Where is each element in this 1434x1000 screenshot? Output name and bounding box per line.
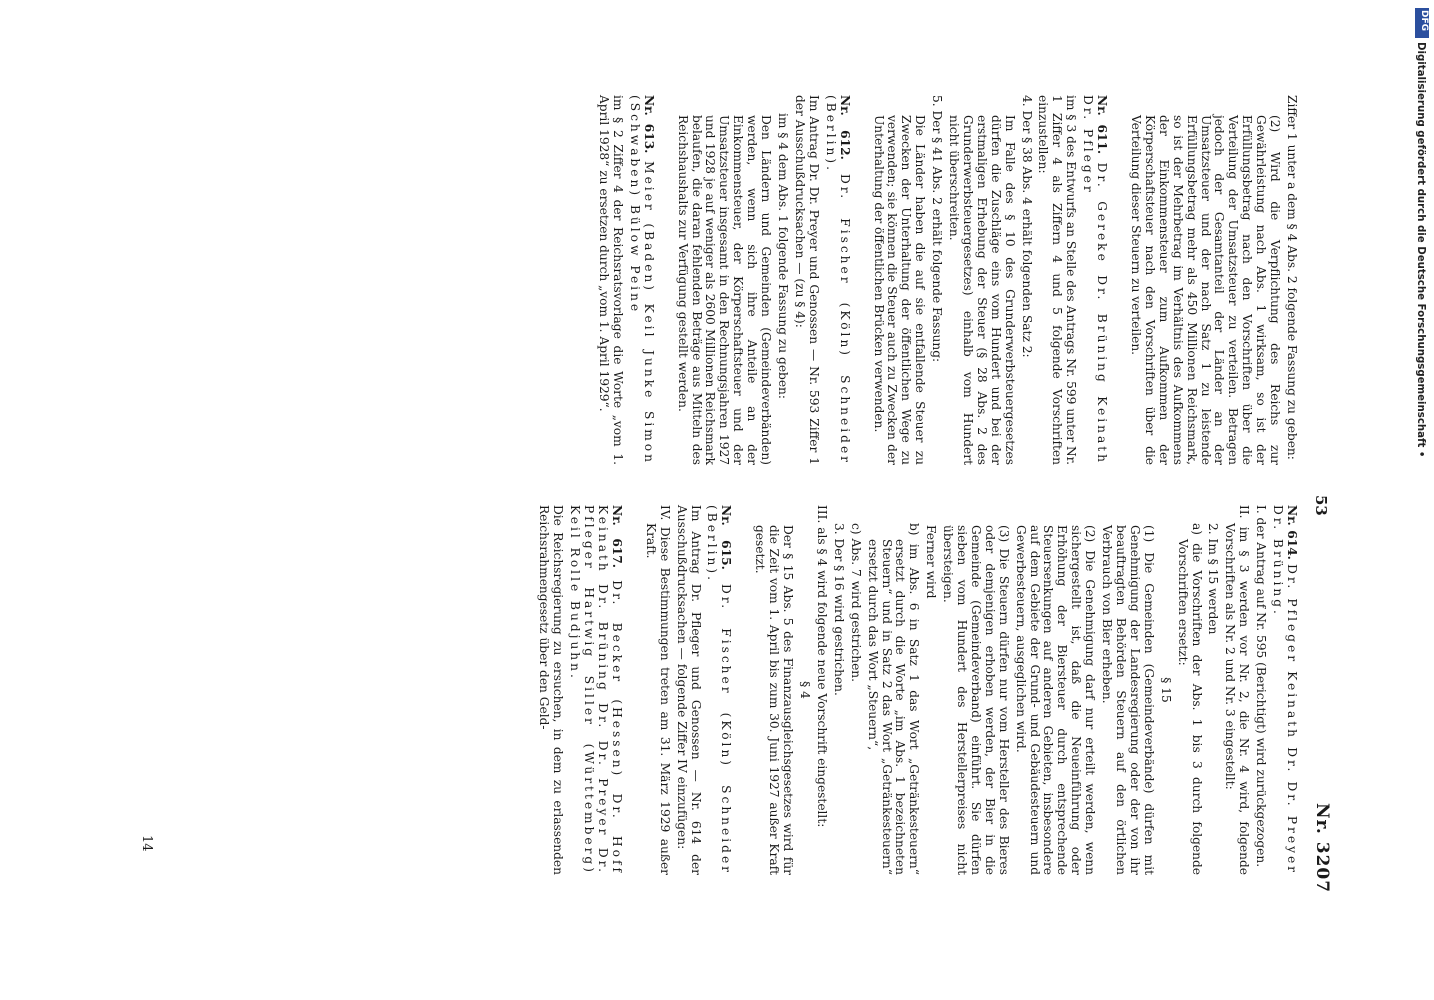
paragraph: Ziffer 1 unter a dem § 4 Abs. 2 folgende Fassung zu geben:: [1285, 95, 1299, 460]
document-page: [98, 95, 1338, 905]
motion-sponsors: Dr. Fischer (Köln) Schneider (Berlin).: [823, 95, 852, 465]
motion-611: [871, 95, 1109, 465]
motion-heading: [823, 95, 851, 465]
motion-heading: [1270, 505, 1298, 875]
page-number: 53: [1312, 495, 1330, 516]
motion-continuation: [1128, 95, 1298, 465]
motion-sponsors: Dr. Gereke Dr. Brüning Keinath Dr. Pfleger: [1081, 95, 1110, 465]
document-number: Nr. 3207: [1312, 803, 1332, 894]
paragraph: Ferner wird: [924, 525, 939, 599]
list-item: I. der Antrag auf Nr. 595 (Berichtigt) wird zurückgezogen.: [1254, 505, 1269, 868]
motion-number: Nr. 613.: [641, 95, 656, 154]
section-heading: § 15: [1158, 677, 1173, 703]
motion-613: [596, 95, 655, 465]
motion-number: Nr. 612.: [837, 95, 852, 160]
motion-sponsors: Dr. Fischer (Köln) Schneider (Berlin).: [705, 505, 734, 875]
list-item: II. im § 3 werden vor Nr. 2, die Nr. 4 wird, folgende Vorschriften als Nr. 2 und Nr. 3 eingestellt:: [1223, 505, 1252, 875]
list-item: c) Abs. 7 wird gestrichen.: [848, 523, 863, 683]
dfg-logo: [1415, 8, 1429, 38]
digitization-note: [1412, 42, 1428, 642]
list-item: 5. Der § 41 Abs. 2 erhält folgende Fassung:: [930, 95, 945, 363]
dfg-logo-text: DFG: [1419, 10, 1429, 32]
motion-sponsors: Dr. Becker (Hessen) Dr. Hoff Keinath Dr. Brüning Dr. Dr. Preyer Dr. Pfleger Hartwig Siller (Württemberg) Keil Rolle Budjuhn.: [568, 505, 624, 875]
quoted-provision: (2) Wird die Verpflichtung des Reichs zur Gewährleistung nach Abs. 1 wirksam, so ist der Erfüllungsbetrag nach den Vorschriften über die Verteilung der Umsatzsteuer zu verteilen. Betragen jedoch der Gesamtanteil der Länder an der Umsatzsteuer und der nach Satz 1 zu leistende Erfüllungsbetrag mehr als 450 Millionen Reichsmark, so ist der Mehrbetrag im Verhältnis des Aufkommens der Einkommensteuer zum Aufkommen der Körperschaftsteuer nach den Vorschriften über die Verteilung dieser Steuern zu verteilen.: [1129, 115, 1283, 465]
list-item: im § 4 dem Abs. 1 folgende Fassung zu geben:: [776, 113, 790, 400]
quoted-provision: Den Ländern und Gemeinden (Gemeindeverbänden) werden, wenn sich ihre Anteile an der Einkommensteuer, der Körperschaftsteuer und der Umsatzsteuer insgesamt in den Rechnungsjahren 1927 und 1928 je auf weniger als 2600 Millionen Reichsmark belaufen, die daran fehlenden Beträge aus Mitteln des Reichshaushalts zur Verfügung gestellt werden.: [675, 115, 774, 465]
motion-617: [537, 505, 623, 875]
motion-number: Nr. 614.: [1285, 505, 1299, 560]
motion-heading: [1080, 95, 1108, 465]
quoted-provision: Der § 15 Abs. 5 des Finanzausgleichsgesetzes wird für die Zeit vom 1. April bis zum 30. Juni 1927 außer Kraft gesetzt.: [753, 525, 796, 875]
quoted-provision: Im Falle des § 10 des Grunderwerbsteuergesetzes dürfen die Zuschläge eins vom Hundert und bei der erstmaligen Erhebung der Steuer (§ 28 Abs. 2 des Grunderwerbsteuergesetzes) einhalb vom Hundert nicht überschreiten.: [947, 115, 1017, 465]
motion-612: [675, 95, 851, 465]
quoted-provision: Die Länder haben die auf sie entfallende Steuer zu Zwecken der Unterhaltung der öffentlichen Wege zu verwenden; sie können die Steuer auch zu Zwecken der Unterhaltung der öffentlichen Brücken verwenden.: [871, 115, 928, 465]
motion-number: Nr. 615.: [719, 505, 734, 570]
right-column: [517, 505, 1299, 875]
motion-number: Nr. 611.: [1095, 95, 1110, 155]
motion-sponsors: Meier (Baden) Keil Junke Simon (Schwaben) Bülow Peine: [627, 95, 656, 465]
motion-heading: [627, 95, 655, 465]
motion-615: [643, 505, 732, 875]
list-item: IV. Diese Bestimmungen treten am 31. März 1929 außer Kraft.: [643, 505, 672, 875]
paragraph: im § 3 des Entwurfs an Stelle des Antrags Nr. 599 unter Nr. 1 Ziffer 4 als Ziffern 4 und 5 folgende Vorschriften einzustellen:: [1036, 95, 1079, 465]
list-item: III. als § 4 wird folgende neue Vorschrift eingestellt:: [814, 505, 829, 828]
quoted-provision: (3) Die Steuern dürfen nur vom Hersteller des Bieres oder demjenigen erhoben werden, der Bier in die Gemeinde (Gemeindeverband) einführt. Sie dürfen sieben vom Hundert des Herstellerpreises nicht übersteigen.: [941, 525, 1011, 875]
quoted-provision: (2) Die Genehmigung darf nur erteilt werden, wenn sichergestellt ist, daß die Neueinführung oder Erhöhung der Biersteuer durch entsprechende Steuersenkungen auf anderen Gebieten, insbesondere auf dem Gebiete der Grund- und Gebäudesteuern und Gewerbesteuern, ausgeglichen wird.: [1013, 525, 1098, 875]
paragraph: im § 2 Ziffer 4 der Reichsratsvorlage die Worte „vom 1. April 1928“ zu ersetzen durch „vom 1. April 1929“.: [597, 95, 625, 465]
section-heading: § 4: [798, 681, 812, 699]
motion-614: [752, 505, 1298, 875]
list-item: 4. Der § 38 Abs. 4 erhält folgenden Satz 2:: [1019, 95, 1034, 358]
paragraph: Die Reichsregierung zu ersuchen, in dem zu erlassenden Reichsrahmengesetz über den Geld-: [537, 505, 566, 875]
signature-number: 14: [139, 835, 154, 852]
motion-heading: [567, 505, 623, 875]
motion-sponsors: Dr. Pfleger Keinath Dr. Dr. Preyer Dr. Brüning.: [1271, 505, 1299, 875]
motion-heading: [705, 505, 733, 875]
left-column: [576, 95, 1298, 465]
digitization-note-text: Digitalisierung gefördert durch die Deutsche Forschungsgemeinschaft •: [1415, 42, 1426, 458]
list-item: a) die Vorschriften der Abs. 1 bis 3 durch folgende Vorschriften ersetzt:: [1175, 523, 1204, 875]
list-item: 2. Im § 15 werden: [1206, 523, 1221, 635]
list-item: b) im Abs. 6 in Satz 1 das Wort „Getränkesteuern“ ersetzt durch die Worte „im Abs. 1 bezeichneten Steuern“ und in Satz 2 das Wort „Getränkesteuern“ ersetzt durch das Wort „Steuern“,: [865, 523, 922, 875]
paragraph: Im Antrag Dr. Dr. Preyer und Genossen — Nr. 593 Ziffer 1 der Ausschußdrucksachen — (zu § 4):: [792, 95, 821, 465]
paragraph: Im Antrag Dr. Pfleger und Genossen — Nr. 614 der Ausschußdrucksachen — folgende Ziffer IV einzufügen:: [674, 505, 703, 875]
quoted-provision: (1) Die Gemeinden (Gemeindeverbände) dürfen mit Genehmigung der Landesregierung oder der von ihr beauftragten Behörden Steuern auf den örtlichen Verbrauch von Bier erheben.: [1100, 525, 1156, 875]
list-item: 3. Der § 16 wird gestrichen.: [831, 523, 846, 696]
motion-number: Nr. 617.: [609, 505, 624, 569]
